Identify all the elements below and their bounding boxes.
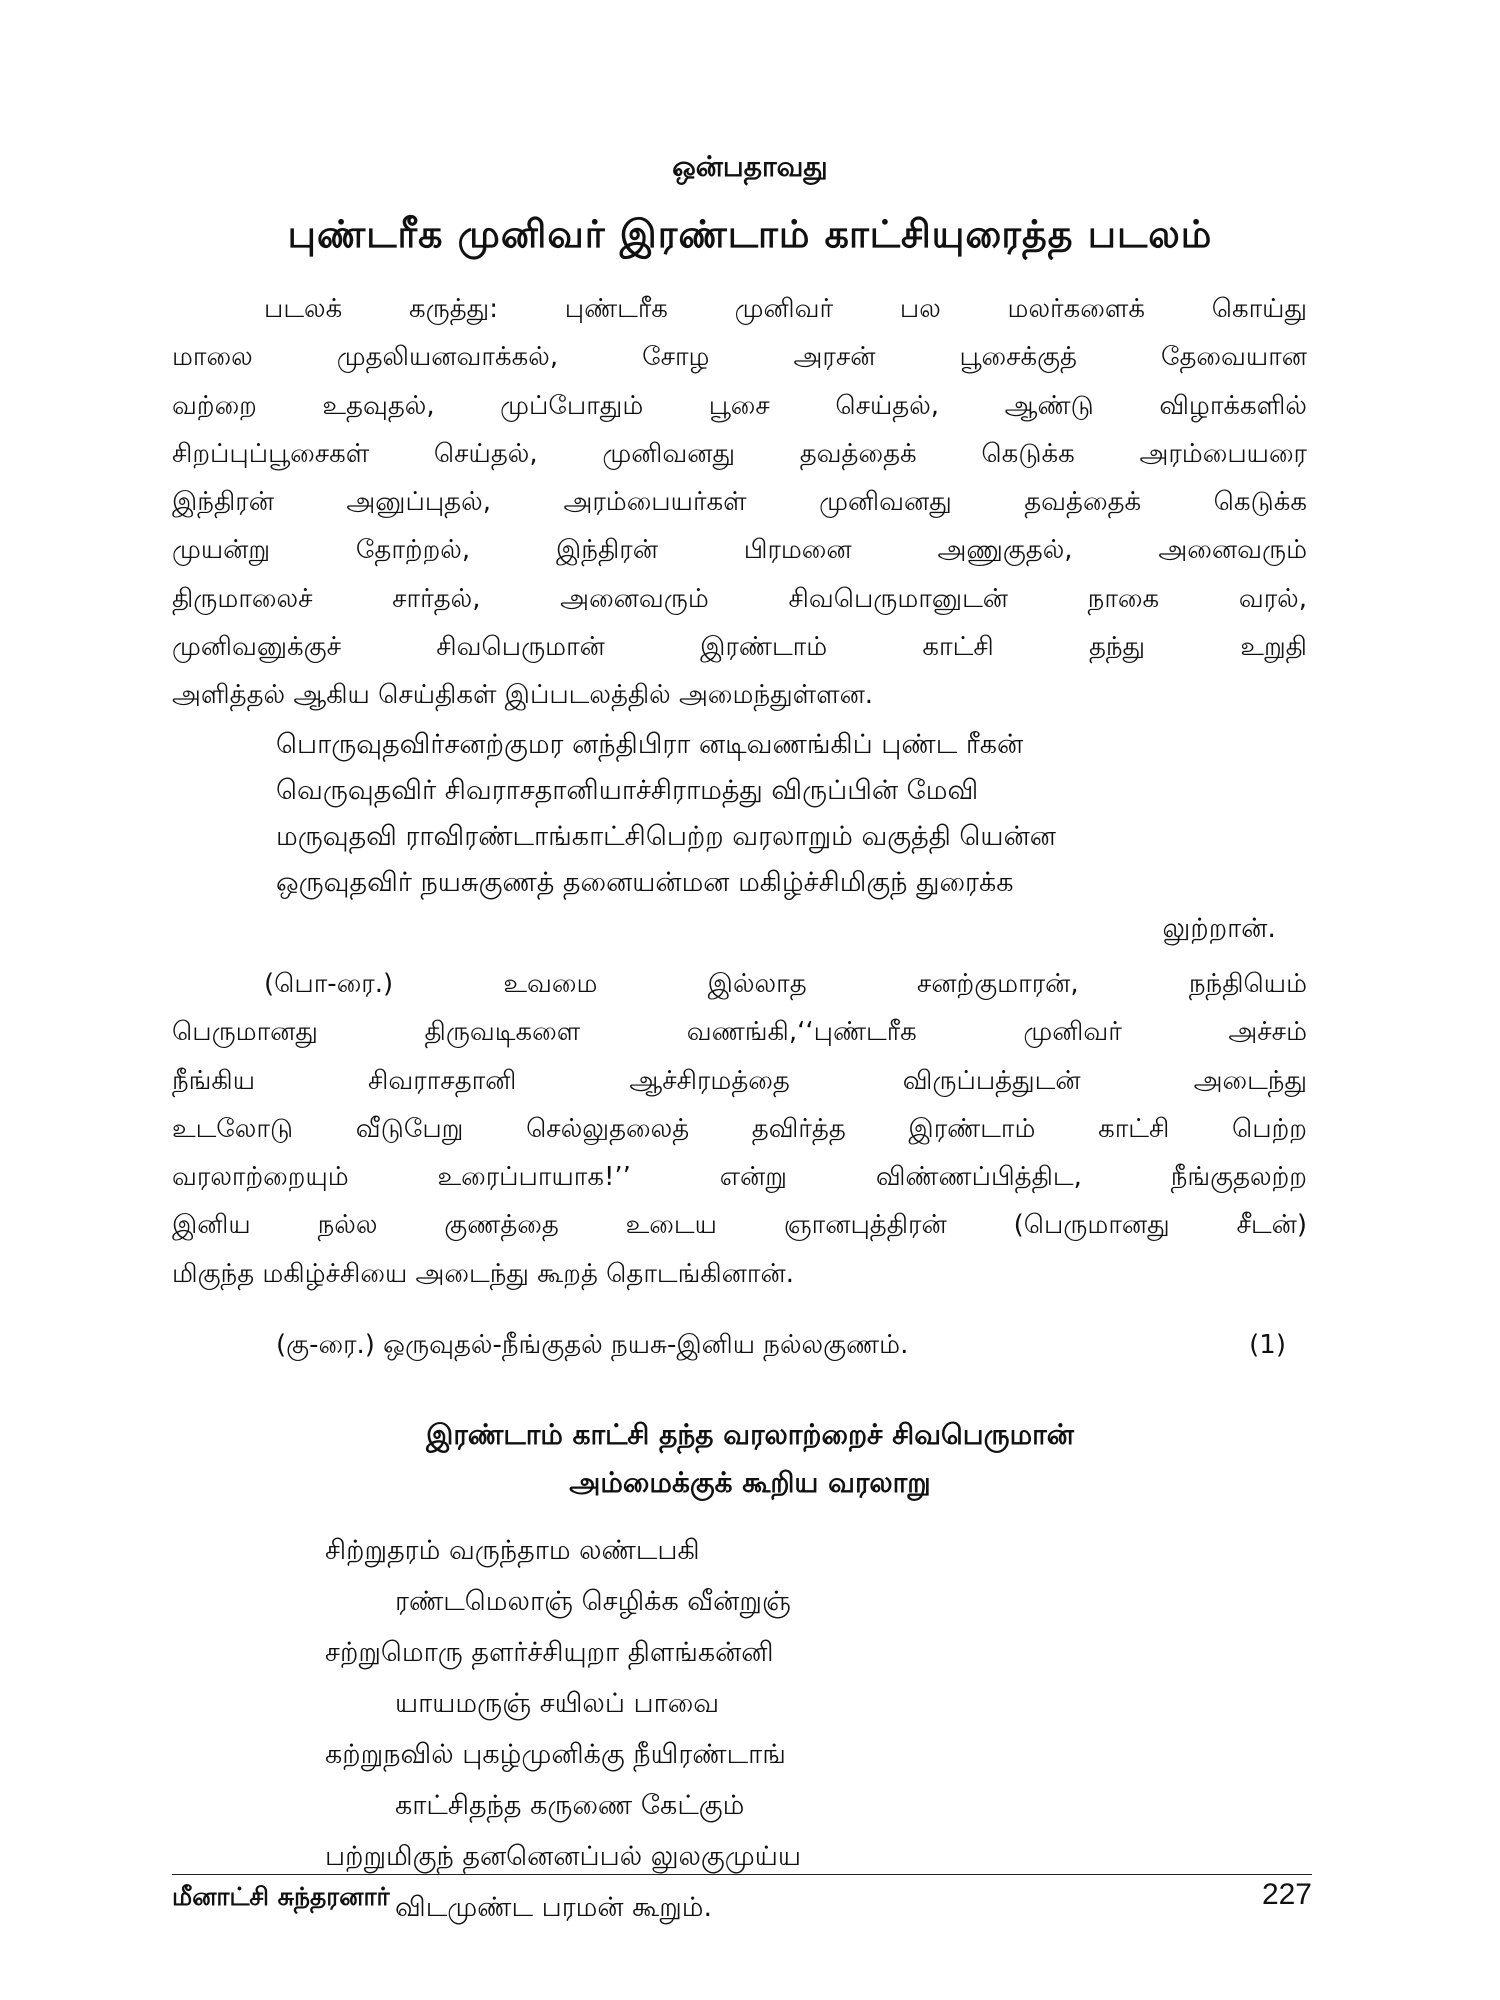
meaning-line: உடலோடு வீடுபேறு செல்லுதலைத் தவிர்த்த இரண்டாம் காட்சி பெற்ற <box>172 1113 1307 1144</box>
verse-line: சற்றுமொரு தளர்ச்சியுறா திளங்கன்னி <box>325 1637 774 1668</box>
verse-line: கற்றுநவில் புகழ்முனிக்கு நீயிரண்டாங் <box>325 1739 786 1770</box>
meaning-line: இனிய நல்ல குணத்தை உடைய ஞானபுத்திரன் (பெருமானது சீடன்) <box>172 1210 1307 1241</box>
verse-number: (1) <box>1249 1330 1286 1360</box>
footer-author: மீனாட்சி சுந்தரனார் <box>172 1882 390 1911</box>
summary-paragraph <box>172 285 1307 720</box>
summary-line: வற்றை உதவுதல், முப்போதும் பூசை செய்தல், ஆண்டு விழாக்களில் <box>172 390 1307 421</box>
section-heading-line-2: அம்மைக்குக் கூறிய வரலாறு <box>569 1466 931 1499</box>
page-number: 227 <box>1261 1878 1312 1911</box>
note-text: (கு-ரை.) ஒருவுதல்-நீங்குதல் நயசு-இனிய நல்லகுணம். <box>276 1330 909 1360</box>
verse-line: காட்சிதந்த கருணை கேட்கும் <box>395 1790 745 1821</box>
summary-line: சிறப்புப்பூசைகள் செய்தல், முனிவனது தவத்தைக் கெடுக்க அரம்பையரை <box>172 438 1307 469</box>
verse-1 <box>276 722 1276 952</box>
verse-2 <box>325 1525 1125 1933</box>
verse-line: ஒருவுதவிர் நயசுகுணத் தனையன்மன மகிழ்ச்சிமிகுந் துரைக்க <box>276 867 1014 898</box>
summary-line: முனிவனுக்குச் சிவபெருமான் இரண்டாம் காட்சி தந்து உறுதி <box>172 632 1307 663</box>
summary-line: படலக் கருத்து: புண்டரீக முனிவர் பல மலர்களைக் கொய்து <box>264 294 1307 324</box>
summary-line: அளித்தல் ஆகிய செய்திகள் இப்படலத்தில் அமைந்துள்ளன. <box>172 680 874 711</box>
summary-line: மாலை முதலியனவாக்கல், சோழ அரசன் பூசைக்குத் தேவையான <box>172 342 1307 373</box>
meaning-line: நீங்கிய சிவராசதானி ஆச்சிரமத்தை விருப்பத்துடன் அடைந்து <box>172 1065 1307 1096</box>
summary-line: திருமாலைச் சார்தல், அனைவரும் சிவபெருமானுடன் நாகை வரல், <box>172 583 1307 614</box>
verse-line: விடமுண்ட பரமன் கூறும். <box>395 1892 713 1923</box>
meaning-paragraph <box>172 960 1307 1298</box>
section-heading-line-1: இரண்டாம் காட்சி தந்த வரலாற்றைச் சிவபெருமான் <box>426 1418 1074 1451</box>
verse-line: யாயமருஞ் சயிலப் பாவை <box>395 1688 720 1719</box>
word-note <box>276 1330 1286 1363</box>
meaning-line: பெருமானது திருவடிகளை வணங்கி,‘‘புண்டரீக முனிவர் அச்சம் <box>172 1017 1307 1048</box>
verse-line: பொருவுதவிர்சனற்குமர னந்திபிரா னடிவணங்கிப் புண்ட ரீகன் <box>276 729 1024 760</box>
summary-line: முயன்று தோற்றல், இந்திரன் பிரமனை அணுகுதல், அனைவரும் <box>172 535 1307 566</box>
verse-line: வெருவுதவிர் சிவராசதானியாச்சிராமத்து விருப்பின் மேவி <box>276 775 979 806</box>
chapter-title: புண்டரீக முனிவர் இரண்டாம் காட்சியுரைத்த படலம் <box>287 212 1213 256</box>
verse-line: சிற்றுதரம் வருந்தாம லண்டபகி <box>325 1535 700 1566</box>
footer-divider <box>172 1874 1312 1875</box>
verse-line: ரண்டமெலாஞ் செழிக்க வீன்றுஞ் <box>395 1586 791 1617</box>
verse-line: லுற்றான். <box>1162 913 1276 944</box>
verse-line: பற்றுமிகுந் தனனெனப்பல் லுலகுமுய்ய <box>325 1841 802 1872</box>
chapter-number: ஒன்பதாவது <box>672 150 828 183</box>
meaning-line: வரலாற்றையும் உரைப்பாயாக!’’ என்று விண்ணப்பித்திட, நீங்குதலற்ற <box>172 1162 1307 1193</box>
meaning-line: மிகுந்த மகிழ்ச்சியை அடைந்து கூறத் தொடங்கினான். <box>172 1258 794 1289</box>
verse-line: மருவுதவி ராவிரண்டாங்காட்சிபெற்ற வரலாறும் வகுத்தி யென்ன <box>276 821 1056 852</box>
summary-line: இந்திரன் அனுப்புதல், அரம்பையர்கள் முனிவனது தவத்தைக் கெடுக்க <box>172 487 1307 518</box>
meaning-line: (பொ-ரை.) உவமை இல்லாத சனற்குமாரன், நந்தியெம் <box>264 969 1307 999</box>
